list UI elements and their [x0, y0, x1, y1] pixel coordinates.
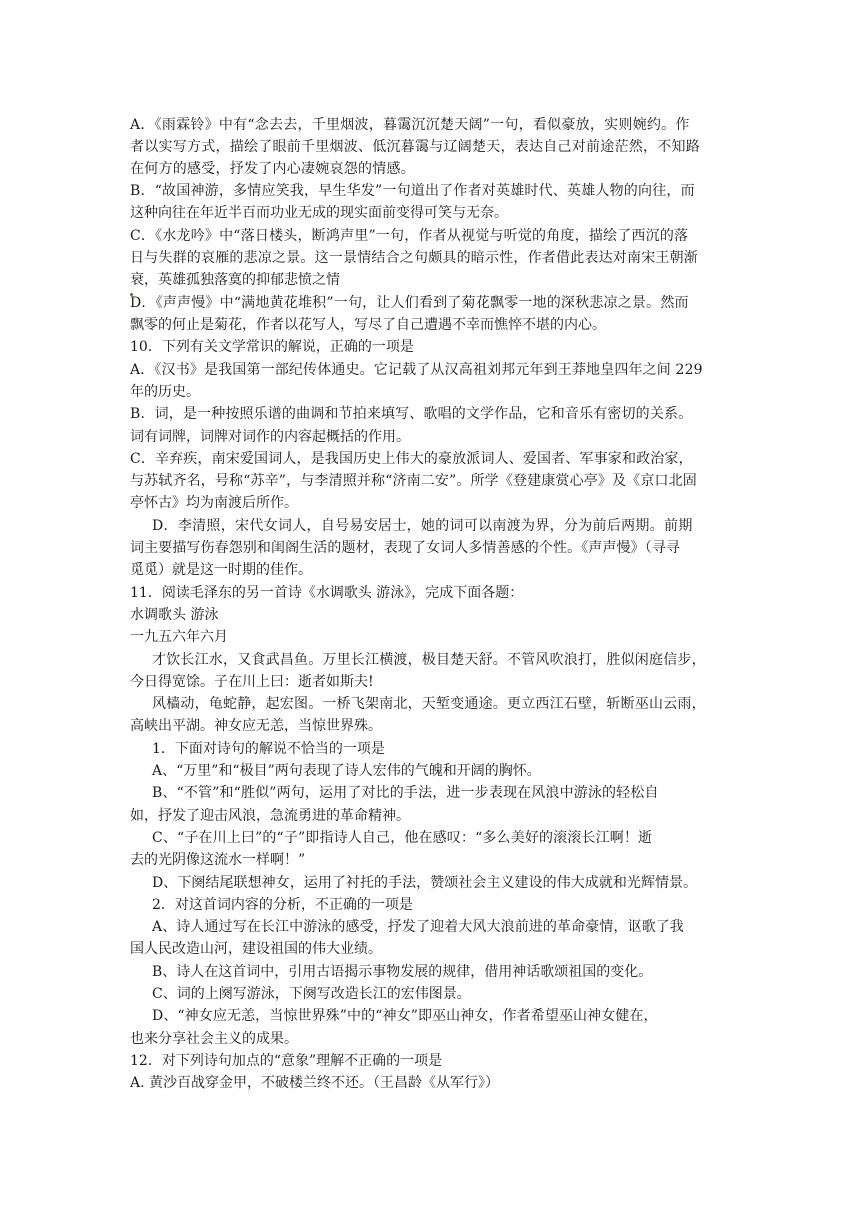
text-line: 觅觅）就是这一时期的佳作。	[130, 562, 312, 578]
text-line: B．“故国神游，多情应笑我，早生华发”一句道出了作者对英雄时代、英雄人物的向往，而	[130, 183, 695, 199]
text-line: C．《水龙吟》中“落日楼头，断鸿声里”一句，作者从视觉与听觉的角度，描绘了西沉的落	[130, 228, 689, 244]
text-line: 2．对这首词内容的分析，不正确的一项是	[152, 897, 413, 913]
text-line: 词有词牌，词牌对词作的内容起概括的作用。	[130, 429, 410, 445]
text-line: C、词的上阕写游泳，下阕写改造长江的宏伟图景。	[152, 986, 471, 1002]
text-line: D、“神女应无恙，当惊世界殊”中的“神女”即巫山神女，作者希望巫山神女健在，	[152, 1008, 658, 1024]
text-line: 去的光阴像这流水一样啊！”	[130, 852, 306, 868]
text-line: A、诗人通过写在长江中游泳的感受，抒发了迎着大风大浪前进的革命豪情，讴歌了我	[152, 919, 684, 935]
text-line: 国人民改造山河，建设祖国的伟大业绩。	[130, 941, 382, 957]
text-line: 11．阅读毛泽东的另一首诗《水调歌头 游泳》，完成下面各题：	[130, 585, 524, 601]
text-line: 10．下列有关文学常识的解说，正确的一项是	[130, 339, 414, 355]
text-line: 一九五六年六月	[130, 629, 228, 645]
text-line: 词主要描写伤春怨别和闺阁生活的题材，表现了女词人多情善感的个性。《声声慢》（寻寻	[130, 540, 680, 556]
text-line: 衰，英雄孤独落寞的抑郁悲愤之情	[130, 272, 340, 288]
text-line: 年的历史。	[130, 384, 200, 400]
text-line: 者以实写方式，描绘了眼前千里烟波、低沉暮霭与辽阔楚天，表达自己对前途茫然，不知路	[130, 139, 700, 155]
text-line: B、“不管”和“胜似”两句，运用了对比的手法，进一步表现在风浪中游泳的轻松自	[152, 785, 659, 801]
text-line: 风樯动，龟蛇静，起宏图。一桥飞架南北，天堑变通途。更立西江石壁，斩断巫山云雨，	[152, 696, 706, 712]
text-line: 与苏轼齐名，号称“苏辛”，与李清照并称“济南二安”。所学《登建康赏心亭》及《京口北固	[130, 473, 697, 489]
text-line: D．《声声慢》中“满地黄花堆积”一句，让人们看到了菊花飘零一地的深秋悲凉之景。然而	[130, 295, 689, 311]
text-line: 日与失群的哀雁的悲凉之景。这一景情结合之句颇具的暗示性，作者借此表达对南宋王朝渐	[130, 250, 698, 266]
text-line: 亭怀古》均为南渡后所作。	[130, 495, 298, 511]
text-line: 也来分享社会主义的成果。	[130, 1031, 298, 1047]
text-line: A．《汉书》是我国第一部纪传体通史。它记载了从汉高祖刘邦元年到王莽地皇四年之间 229	[130, 362, 703, 378]
text-line: 1．下面对诗句的解说不恰当的一项是	[152, 741, 385, 757]
text-line: 水调歌头 游泳	[130, 607, 219, 623]
text-line: C．辛弃疾，南宋爱国词人，是我国历史上伟大的豪放派词人、爱国者、军事家和政治家，	[130, 451, 693, 467]
text-line: 飘零的何止是菊花，作者以花写人，写尽了自己遭遇不幸而憔悴不堪的内心。	[130, 317, 606, 333]
text-line: 今日得宽馀。子在川上曰：逝者如斯夫!	[130, 674, 374, 690]
text-line: B、诗人在这首词中，引用古语揭示事物发展的规律，借用神话歌颂祖国的变化。	[152, 964, 653, 980]
text-line: A、“万里”和“极目”两句表现了诗人宏伟的气魄和开阔的胸怀。	[152, 763, 541, 779]
text-line: C、“子在川上曰”的“子”即指诗人自己，他在感叹：“多么美好的滚滚长江啊！逝	[152, 830, 653, 846]
text-line: A．《雨霖铃》中有“念去去，千里烟波，暮霭沉沉楚天阔”一句，看似豪放，实则婉约。作	[130, 117, 690, 133]
text-line: 如，抒发了迎击风浪，急流勇进的革命精神。	[130, 808, 410, 824]
text-line: 高峡出平湖。神女应无恙，当惊世界殊。	[130, 718, 382, 734]
text-line: A. 黄沙百战穿金甲，不破楼兰终不还。（王昌龄《从军行》）	[130, 1075, 500, 1091]
text-line: 12．对下列诗句加点的“意象”理解不正确的一项是	[130, 1053, 443, 1069]
text-line: B．词，是一种按照乐谱的曲调和节拍来填写、歌唱的文学作品，它和音乐有密切的关系。	[130, 406, 693, 422]
text-line: 这种向往在年近半百而功业无成的现实面前变得可笑与无奈。	[130, 205, 508, 221]
text-line: 才饮长江水，又食武昌鱼。万里长江横渡，极目楚天舒。不管风吹浪打，胜似闲庭信步，	[152, 652, 706, 668]
text-line: D、下阕结尾联想神女，运用了衬托的手法，赞颂社会主义建设的伟大成就和光辉情景。	[152, 875, 698, 891]
text-line: 在何方的感受，抒发了内心凄婉哀怨的情感。	[130, 161, 415, 177]
text-line: D．李清照，宋代女词人，自号易安居士，她的词可以南渡为界，分为前后两期。前期	[152, 518, 693, 534]
